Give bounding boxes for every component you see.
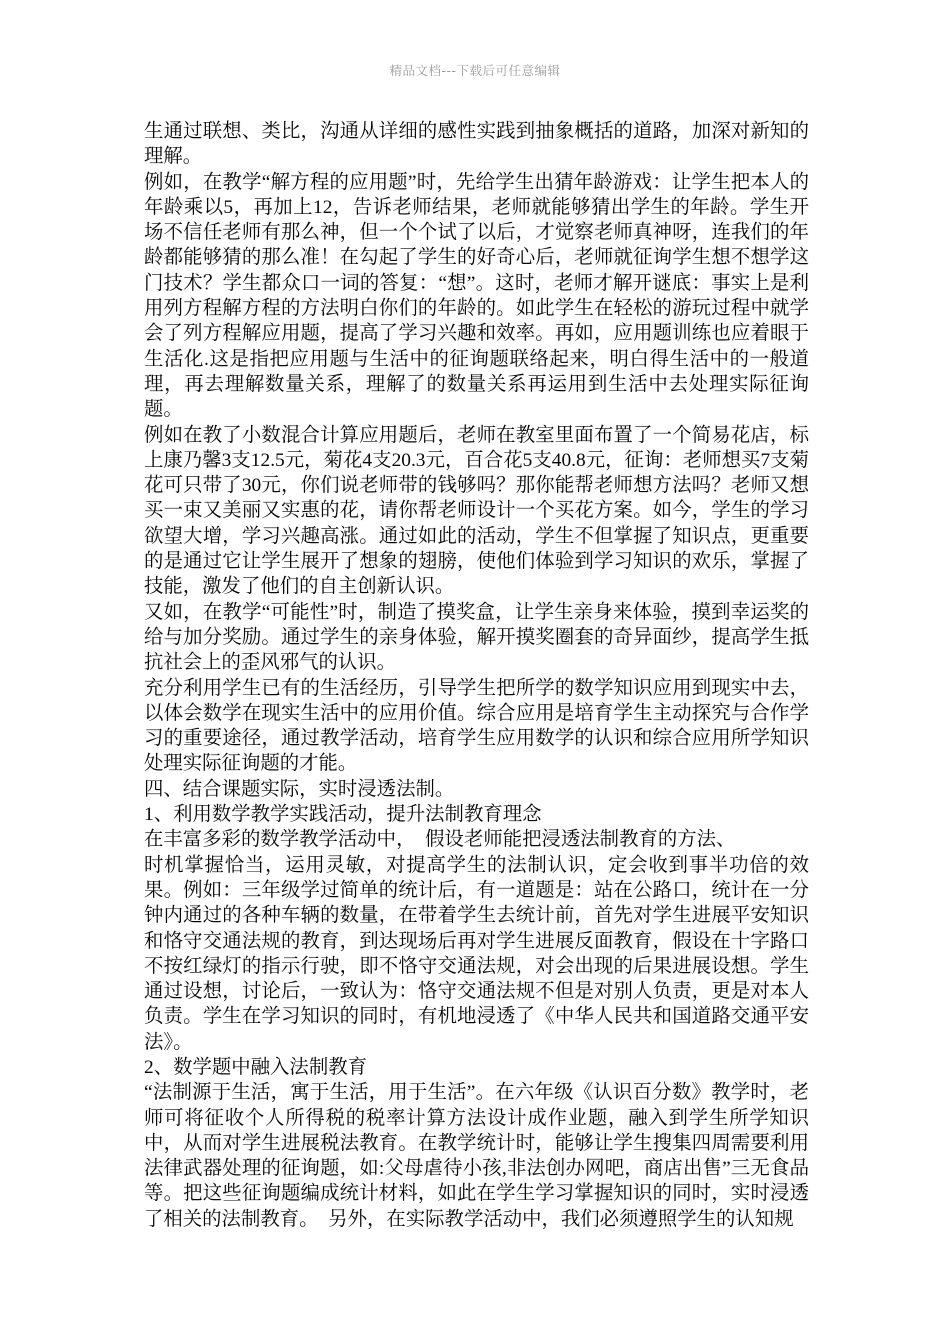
paragraph: 例如，在教学“解方程的应用题”时，先给学生出猜年龄游戏：让学生把本人的年龄乘以5，再加上12，告诉老师结果，老师就能够猜出学生的年龄。学生开场不信任老师有那么神，但一个个试了以后，才觉察老师真神呀，连我们的年龄都能够猜的那么准！在勾起了学生的好奇心后，老师就征询学生想不想学这门技术？学生都众口一词的答复：“想”。这时，老师才解开谜底：事实上是利用列方程解方程的方法明白你们的年龄的。如此学生在轻松的游玩过程中就学会了列方程解应用题，提高了学习兴趣和效率。再如，应用题训练也应着眼于生活化.这是指把应用题与生活中的征询题联络起来，明白得生活中的一般道理，再去理解数量关系，理解了的数量关系再运用到生活中去处理实际征询题。 bbox=[144, 171, 809, 421]
paragraph: 充分利用学生已有的生活经历，引导学生把所学的数学知识应用到现实中去，以体会数学在现实生活中的应用价值。综合应用是培育学生主动探究与合作学习的重要途径，通过教学活动，培育学生应用数学的认识和综合应用所学知识处理实际征询题的才能。 bbox=[144, 677, 809, 775]
header-watermark: 精品文档---下载后可任意编辑 bbox=[389, 63, 561, 78]
sub-heading: 2、数学题中融入法制教育 bbox=[144, 1056, 367, 1078]
paragraph: 又如，在教学“可能性”时，制造了摸奖盒，让学生亲身来体验，摸到幸运奖的给与加分奖励。通过学生的亲身体验，解开摸奖圈套的奇异面纱，提高学生抵抗社会上的歪风邪气的认识。 bbox=[144, 601, 809, 674]
paragraph: 生通过联想、类比，沟通从详细的感性实践到抽象概括的道路，加深对新知的理解。 bbox=[144, 121, 809, 168]
document-body bbox=[144, 119, 809, 1232]
paragraph: “法制源于生活，寓于生活，用于生活”。在六年级《认识百分数》教学时，老师可将征收个人所得税的税率计算方法设计成作业题，融入到学生所学知识中，从而对学生进展税法教育。在教学统计时，能够让学生搜集四周需要利用法律武器处理的征询题，如:父母虐待小孩,非法创办网吧，商店出售”三无食品等。把这些征询题编成统计材料，如此在学生学习掌握知识的同时，实时浸透了相关的法制教育。 另外，在实际教学活动中，我们必须遵照学生的认知规 bbox=[144, 1082, 809, 1230]
paragraph: 例如在教了小数混合计算应用题后，老师在教室里面布置了一个简易花店，标上康乃馨3支12.5元，菊花4支20.3元，百合花5支40.8元，征询：老师想买7支菊花可只带了30元，你们说老师带的钱够吗？那你能帮老师想方法吗？老师又想买一束又美丽又实惠的花，请你帮老师设计一个买花方案。如今，学生的学习欲望大增，学习兴趣高涨。通过如此的活动，学生不但掌握了知识点，更重要的是通过它让学生展开了想象的翅膀，使他们体验到学习知识的欢乐，掌握了技能，激发了他们的自主创新认识。 bbox=[144, 424, 809, 598]
sub-heading: 1、利用数学教学实践活动，提升法制教育理念 bbox=[144, 804, 542, 826]
section-heading: 四、结合课题实际，实时浸透法制。 bbox=[144, 778, 455, 800]
paragraph: 在丰富多彩的数学教学活动中， 假设老师能把浸透法制教育的方法、 bbox=[144, 829, 736, 851]
paragraph: 时机掌握恰当，运用灵敏，对提高学生的法制认识，定会收到事半功倍的效果。例如：三年级学过简单的统计后，有一道题是：站在公路口，统计在一分钟内通过的各种车辆的数量，在带着学生去统计前，首先对学生进展平安知识和恪守交通法规的教育，到达现场后再对学生进展反面教育，假设在十字路口不按红绿灯的指示行驶，即不恪守交通法规，对会出现的后果进展设想。学生通过设想，讨论后，一致认为：恪守交通法规不但是对别人负责，更是对本人负责。学生在学习知识的同时，有机地浸透了《中华人民共和国道路交通平安法》。 bbox=[144, 854, 809, 1053]
